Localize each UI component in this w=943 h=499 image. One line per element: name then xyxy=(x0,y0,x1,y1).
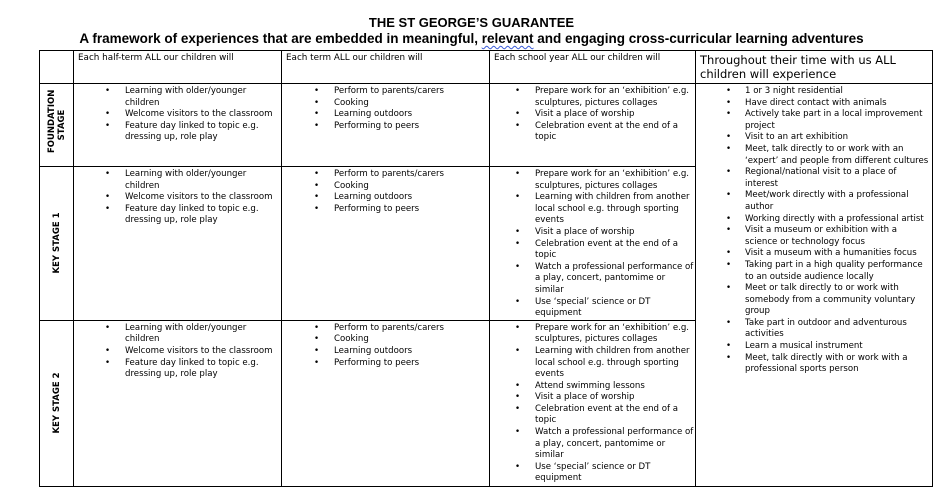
list-item: • Perform to parents/carers xyxy=(282,323,489,335)
list-item: • Learning with children from another local school e.g. through sporting events xyxy=(490,346,695,381)
subtitle-part-2: and engaging cross-curricular learning adventures xyxy=(533,31,864,46)
list-item: • Perform to parents/carers xyxy=(282,169,489,181)
guarantee-table xyxy=(39,50,933,487)
stage-label: KEY STAGE 2 xyxy=(51,372,62,434)
list-item: • Welcome visitors to the classroom xyxy=(74,346,281,358)
list-item: • Meet or talk directly to or work with somebody from a community voluntary group xyxy=(696,283,932,318)
school-year-list xyxy=(490,84,695,144)
school-year-cell xyxy=(490,167,696,321)
list-item: • Learning outdoors xyxy=(282,109,489,121)
list-item: • Have direct contact with animals xyxy=(696,98,932,110)
list-item: • Performing to peers xyxy=(282,204,489,216)
list-item: • Performing to peers xyxy=(282,358,489,370)
subtitle-spellcheck-word: relevant xyxy=(481,31,534,46)
stage-label: KEY STAGE 1 xyxy=(51,212,62,274)
list-item: • Performing to peers xyxy=(282,121,489,133)
list-item: • Learning with children from another local school e.g. through sporting events xyxy=(490,192,695,227)
list-item: • Learning with older/younger children xyxy=(74,86,281,109)
list-item: • Watch a professional performance of a play, concert, pantomime or similar xyxy=(490,427,695,462)
header-throughout: Throughout their time with us ALL children will experience xyxy=(696,51,933,84)
list-item: • Meet, talk directly with or work with a professional sports person xyxy=(696,353,932,376)
term-cell xyxy=(282,84,490,167)
school-year-cell xyxy=(490,320,696,486)
stage-label-cell xyxy=(40,167,74,321)
header-school-year: Each school year ALL our children will xyxy=(490,51,696,84)
list-item: • Attend swimming lessons xyxy=(490,381,695,393)
header-row xyxy=(40,51,933,84)
list-item: • Feature day linked to topic e.g. dressing up, role play xyxy=(74,358,281,381)
list-item: • Taking part in a high quality performance to an outside audience locally xyxy=(696,260,932,283)
subtitle-part-1: A framework of experiences that are embedded in meaningful, xyxy=(79,31,482,46)
list-item: • Feature day linked to topic e.g. dressing up, role play xyxy=(74,204,281,227)
list-item: • Visit a museum or exhibition with a science or technology focus xyxy=(696,225,932,248)
term-list xyxy=(282,321,489,369)
term-list xyxy=(282,167,489,215)
list-item: • Prepare work for an ‘exhibition’ e.g. sculptures, pictures collages xyxy=(490,86,695,109)
list-item: • Take part in outdoor and adventurous activities xyxy=(696,318,932,341)
header-term: Each term ALL our children will xyxy=(282,51,490,84)
list-item: • Welcome visitors to the classroom xyxy=(74,109,281,121)
list-item: • Actively take part in a local improvement project xyxy=(696,109,932,132)
half-term-cell xyxy=(74,167,282,321)
list-item: • Celebration event at the end of a topic xyxy=(490,404,695,427)
list-item: • Use ‘special’ science or DT equipment xyxy=(490,462,695,485)
list-item: • Learning outdoors xyxy=(282,192,489,204)
document-subtitle xyxy=(0,31,943,46)
document-title: THE ST GEORGE’S GUARANTEE xyxy=(368,15,575,30)
list-item: • Welcome visitors to the classroom xyxy=(74,192,281,204)
list-item: • Cooking xyxy=(282,334,489,346)
list-item: • Perform to parents/carers xyxy=(282,86,489,98)
list-item: • Meet, talk directly to or work with an ‘expert’ and people from different cultures xyxy=(696,144,932,167)
list-item: • Learning outdoors xyxy=(282,346,489,358)
list-item: • Celebration event at the end of a topic xyxy=(490,239,695,262)
list-item: • Learning with older/younger children xyxy=(74,169,281,192)
list-item: • Cooking xyxy=(282,98,489,110)
list-item: • Learn a musical instrument xyxy=(696,341,932,353)
stage-label: FOUNDATION STAGE xyxy=(46,89,67,153)
list-item: • Visit a place of worship xyxy=(490,227,695,239)
throughout-list xyxy=(696,84,932,376)
list-item: • Prepare work for an ‘exhibition’ e.g. sculptures, pictures collages xyxy=(490,323,695,346)
list-item: • Cooking xyxy=(282,181,489,193)
list-item: • 1 or 3 night residential xyxy=(696,86,932,98)
half-term-cell xyxy=(74,84,282,167)
half-term-list xyxy=(74,167,281,227)
row-foundation-stage xyxy=(40,84,933,167)
list-item: • Watch a professional performance of a play, concert, pantomime or similar xyxy=(490,262,695,297)
corner-cell xyxy=(40,51,74,84)
list-item: • Regional/national visit to a place of interest xyxy=(696,167,932,190)
list-item: • Prepare work for an ‘exhibition’ e.g. sculptures, pictures collages xyxy=(490,169,695,192)
list-item: • Use ‘special’ science or DT equipment xyxy=(490,297,695,320)
list-item: • Visit a place of worship xyxy=(490,109,695,121)
half-term-list xyxy=(74,84,281,144)
term-cell xyxy=(282,320,490,486)
list-item: • Working directly with a professional artist xyxy=(696,214,932,226)
header-half-term: Each half-term ALL our children will xyxy=(74,51,282,84)
list-item: • Visit a place of worship xyxy=(490,392,695,404)
throughout-cell xyxy=(696,84,933,487)
school-year-cell xyxy=(490,84,696,167)
term-cell xyxy=(282,167,490,321)
list-item: • Celebration event at the end of a topic xyxy=(490,121,695,144)
list-item: • Feature day linked to topic e.g. dressing up, role play xyxy=(74,121,281,144)
stage-label-cell xyxy=(40,320,74,486)
school-year-list xyxy=(490,167,695,320)
stage-label-cell xyxy=(40,84,74,167)
school-year-list xyxy=(490,321,695,485)
list-item: • Visit a museum with a humanities focus xyxy=(696,248,932,260)
term-list xyxy=(282,84,489,132)
list-item: • Learning with older/younger children xyxy=(74,323,281,346)
list-item: • Meet/work directly with a professional author xyxy=(696,190,932,213)
list-item: • Visit to an art exhibition xyxy=(696,132,932,144)
half-term-cell xyxy=(74,320,282,486)
half-term-list xyxy=(74,321,281,381)
